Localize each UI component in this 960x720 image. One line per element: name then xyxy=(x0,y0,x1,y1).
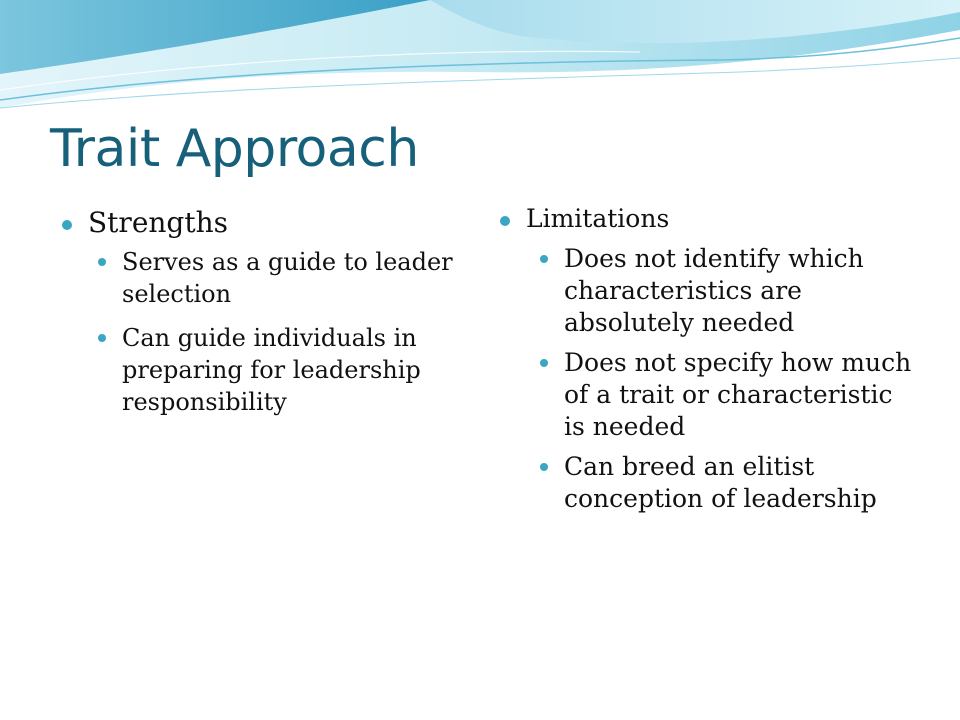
strengths-column xyxy=(60,206,470,430)
strength-item: Serves as a guide to leader selection xyxy=(98,246,470,310)
slide-title: Trait Approach xyxy=(50,119,419,179)
limitations-list xyxy=(498,243,918,515)
strength-item: Can guide individuals in preparing for leadership responsibility xyxy=(98,322,470,418)
limitation-item: Does not identify which characteristics are absolutely needed xyxy=(540,243,918,339)
strengths-list xyxy=(60,246,470,419)
limitations-heading: Limitations xyxy=(498,204,918,234)
limitation-item: Does not specify how much of a trait or characteristic is needed xyxy=(540,347,918,443)
limitations-column xyxy=(498,204,918,523)
header-wave-decoration xyxy=(0,0,960,130)
strengths-heading: Strengths xyxy=(60,206,470,240)
limitation-item: Can breed an elitist conception of leadership xyxy=(540,451,918,515)
